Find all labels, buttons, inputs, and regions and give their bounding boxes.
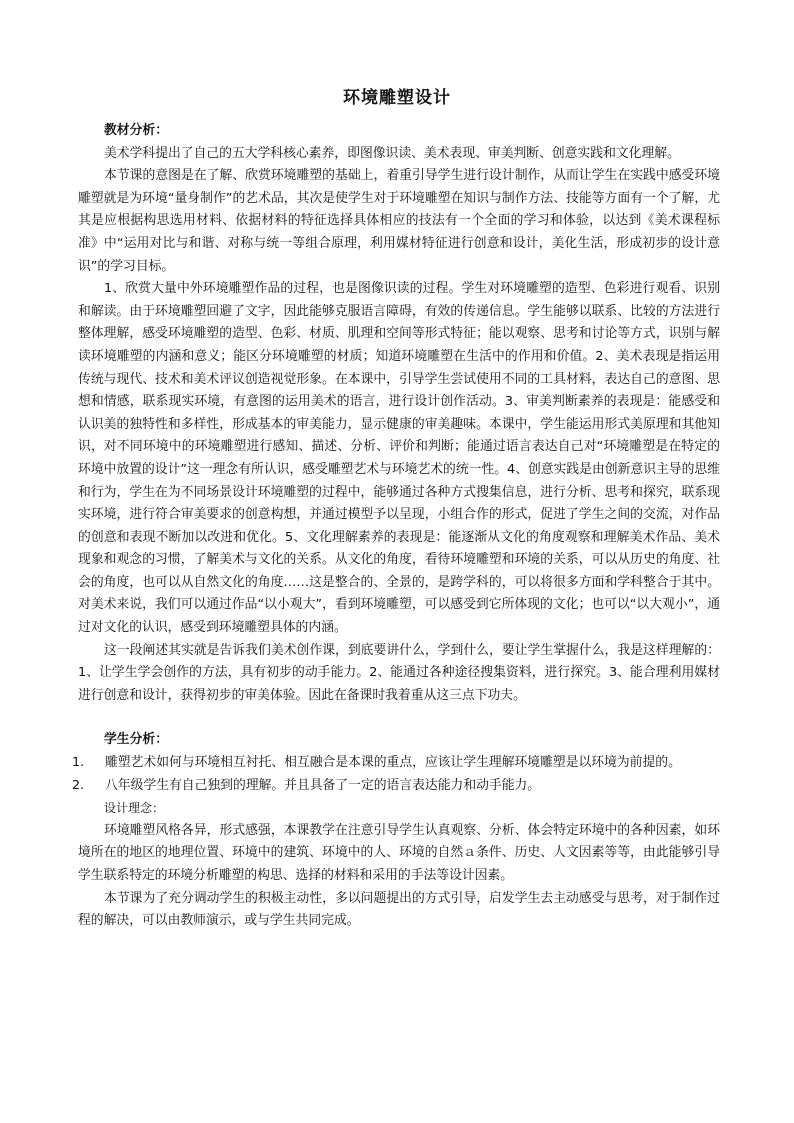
document-title: 环境雕塑设计 (343, 88, 451, 108)
student-analysis-heading: 学生分析： (104, 732, 168, 748)
textbook-analysis-section (78, 120, 720, 707)
section-spacer (78, 707, 720, 729)
paragraph: 1、欣赏大量中外环境雕塑作品的过程，也是图像识读的过程。学生对环境雕塑的造型、色彩进行观看、识别和解读。由于环境雕塑回避了文字，因此能够克服语言障碍，有效的传递信息。学生能够以联系、比较的方法进行整体理解，感受环境雕塑的造型、色彩、材质、肌理和空间等形式特征；能以观察、思考和讨论等方式，识别与解读环境雕塑的内涵和意义；能区分环境雕塑的材质；知道环境雕塑在生活中的作用和价值。2、美术表现是指运用传统与现代、技术和美术评议创造视觉形象。在本课中，引导学生尝试使用不同的工具材料，表达自己的意图、思想和情感，联系现实环境，有意图的运用美术的语言，进行设计创作活动。3、审美判断素养的表现是：能感受和认识美的独特性和多样性，形成基本的审美能力，显示健康的审美趣味。本课中，学生能运用形式美原理和其他知识，对不同环境中的环境雕塑进行感知、描述、分析、评价和判断；能通过语言表达自己对“环境雕塑是在特定的环境中放置的设计”这一理念有所认识，感受雕塑艺术与环境艺术的统一性。4、创意实践是由创新意识主导的思维和行为，学生在为不同场景设计环境雕塑的过程中，能够通过各种方式搜集信息，进行分析、思考和探究，联系现实环境，进行符合审美要求的创意构想，并通过模型予以呈现，小组合作的形式，促进了学生之间的交流，对作品的创意和表现不断加以改进和优化。5、文化理解素养的表现是：能逐渐从文化的角度观察和理解美术作品、美术现象和观念的习惯，了解美术与文化的关系。从文化的角度，看待环境雕塑和环境的关系，可以从历史的角度、社会的角度，也可以从自然文化的角度……这是整合的、全景的，是跨学科的，可以将很多方面和学科整合于其中。对美术来说，我们可以通过作品“以小观大”，看到环境雕塑，可以感受到它所体现的文化；也可以“以大观小”，通过对文化的认识，感受到环境雕塑具体的内涵。 (78, 281, 720, 636)
paragraph: 美术学科提出了自己的五大学科核心素养，即图像识读、美术表现、审美判断、创意实践和文化理解。 (104, 145, 680, 161)
paragraph: 这一段阐述其实就是告诉我们美术创作课，到底要讲什么，学到什么，要让学生掌握什么，我是这样理解的：1、让学生学会创作的方法，具有初步的动手能力。2、能通过各种途径搜集资料，进行探究。3、能合理利用媒材进行创意和设计，获得初步的审美体验。因此在备课时我着重从这三点下功夫。 (78, 642, 720, 703)
list-number: 1. (72, 755, 85, 771)
list-item (72, 775, 720, 798)
textbook-analysis-heading: 教材分析： (104, 123, 168, 138)
list-item (72, 752, 720, 775)
paragraph: 环境雕塑风格各异，形式感强，本课教学在注意引导学生认真观察、分析、体会特定环境中的各种因素，如环境所在的地区的地理位置、环境中的建筑、环境中的人、环境的自然ａ条件、历史、人文因素等等，由此能够引导学生联系特定的环境分析雕塑的构思、选择的材料和采用的手法等设计因素。 (78, 822, 720, 883)
list-text: 八年级学生有自己独到的理解。并且具备了一定的语言表达能力和动手能力。 (105, 777, 541, 793)
student-analysis-section (72, 729, 720, 932)
paragraph: 本节课为了充分调动学生的积极主动性，多以问题提出的方式引导，启发学生去主动感受与思考，对于制作过程的解决，可以由教师演示，或与学生共同完成。 (78, 890, 720, 929)
list-text: 雕塑艺术如何与环境相互衬托、相互融合是本课的重点，应该让学生理解环境雕塑是以环境为前提的。 (105, 755, 681, 771)
document-body (72, 120, 720, 933)
list-number: 2. (72, 777, 85, 793)
design-concept-label: 设计理念： (104, 801, 165, 816)
paragraph: 本节课的意图是在了解、欣赏环境雕塑的基础上，着重引导学生进行设计制作，从而让学生在实践中感受环境雕塑就是为环境“量身制作”的艺术品，其次是使学生对于环境雕塑在知识与制作方法、技能等方面有一个了解，尤其是应根据构思选用材料、依据材料的特征选择具体相应的技法有一个全面的学习和体验，以达到《美术课程标准》中“运用对比与和谐、对称与统一等组合原理，利用媒材特征进行创意和设计，美化生活，形成初步的设计意识”的学习目标。 (78, 168, 720, 274)
